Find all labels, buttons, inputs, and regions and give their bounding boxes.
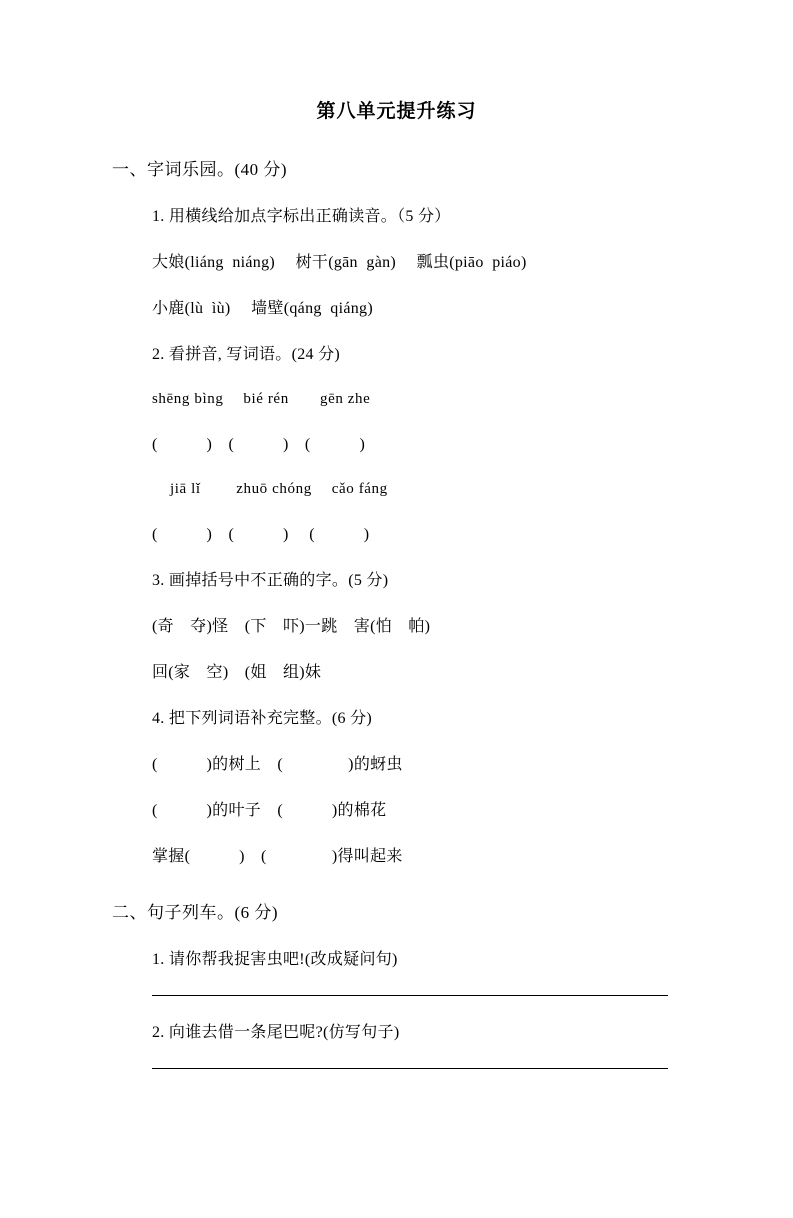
question-1-1-content-b: 小鹿(lù ìù) 墙壁(qáng qiáng) bbox=[152, 300, 373, 317]
question-1-2-blanks-a[interactable]: ( ) ( ) ( ) bbox=[152, 436, 366, 453]
page-title: 第八单元提升练习 bbox=[316, 101, 477, 122]
question-1-4-content-a[interactable]: ( )的树上 ( )的蚜虫 bbox=[152, 756, 403, 773]
answer-line-2-1[interactable] bbox=[152, 995, 668, 996]
section-heading-2: 二、句子列车。(6 分) bbox=[112, 903, 279, 922]
question-1-2: 2. 看拼音, 写词语。(24 分) bbox=[152, 346, 341, 363]
question-1-2-pinyin-b: jiā lǐ zhuō chóng cǎo fáng bbox=[170, 481, 388, 497]
question-1-3-content-b[interactable]: 回(家 空) (姐 组)妹 bbox=[152, 664, 322, 681]
question-1-3-content-a[interactable]: (奇 夺)怪 (下 吓)一跳 害(怕 帕) bbox=[152, 618, 431, 635]
question-1-2-pinyin-a: shēng bìng bié rén gēn zhe bbox=[152, 391, 371, 407]
worksheet-page bbox=[0, 96, 793, 1218]
question-1-4: 4. 把下列词语补充完整。(6 分) bbox=[152, 710, 373, 727]
question-2-1: 1. 请你帮我捉害虫吧!(改成疑问句) bbox=[152, 951, 398, 968]
answer-line-2-2[interactable] bbox=[152, 1068, 668, 1069]
question-1-2-blanks-b[interactable]: ( ) ( ) ( ) bbox=[152, 526, 370, 543]
question-1-4-content-c[interactable]: 掌握( ) ( )得叫起来 bbox=[152, 848, 403, 865]
question-1-4-content-b[interactable]: ( )的叶子 ( )的棉花 bbox=[152, 802, 387, 819]
question-1-1-content-a: 大娘(liáng niáng) 树干(gān gàn) 瓢虫(piāo piáo) bbox=[152, 254, 527, 271]
section-heading-1: 一、字词乐园。(40 分) bbox=[112, 160, 288, 179]
question-2-2: 2. 向谁去借一条尾巴呢?(仿写句子) bbox=[152, 1024, 400, 1041]
question-1-3: 3. 画掉括号中不正确的字。(5 分) bbox=[152, 572, 389, 589]
question-1-1: 1. 用横线给加点字标出正确读音。（5 分） bbox=[152, 208, 451, 225]
